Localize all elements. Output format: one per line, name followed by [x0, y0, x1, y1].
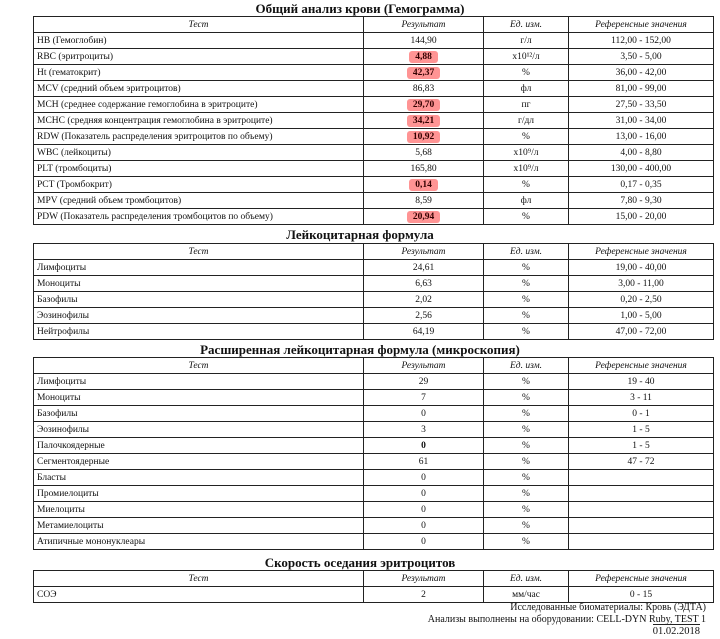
cell: [364, 308, 484, 324]
cell-test: Моноциты: [37, 278, 81, 289]
table-row: [34, 374, 714, 390]
cell-ref: 1 - 5: [632, 440, 650, 451]
cell: [569, 308, 714, 324]
cell-test: PCT (Тромбокрит): [37, 179, 112, 190]
cell-result: 86,83: [412, 83, 435, 94]
cell-test: Атипичные мононуклеары: [37, 536, 146, 547]
cell-unit: %: [522, 278, 530, 289]
cell-test: Лимфоциты: [37, 376, 87, 387]
cell: [569, 145, 714, 161]
cell: [364, 81, 484, 97]
cell: [484, 276, 569, 292]
cell-ref: 1,00 - 5,00: [620, 310, 662, 321]
cell: [484, 374, 569, 390]
cell-result: 10,92: [407, 131, 440, 143]
cell: [484, 49, 569, 65]
cell-result: 8,59: [415, 195, 432, 206]
cell-ref: 47 - 72: [627, 456, 655, 467]
leukocyte-title: Лейкоцитарная формула: [286, 227, 434, 242]
header-row: [34, 571, 714, 587]
cell: [364, 587, 484, 603]
column-header: Референсные значения: [569, 571, 714, 587]
table-row: [34, 260, 714, 276]
cell-ref: 81,00 - 99,00: [615, 83, 667, 94]
column-header: Ед. изм.: [484, 358, 569, 374]
column-header: Референсные значения: [569, 17, 714, 33]
cell: [34, 422, 364, 438]
cell-unit: %: [522, 376, 530, 387]
cell-result: 5,68: [415, 147, 432, 158]
cell: [569, 129, 714, 145]
cell: [364, 145, 484, 161]
cell-ref: 4,00 - 8,80: [620, 147, 662, 158]
cell-test: MCH (среднее содержание гемоглобина в эритроците): [37, 99, 258, 110]
cell: [34, 390, 364, 406]
cell: [364, 454, 484, 470]
cell-test: СОЭ: [37, 589, 57, 600]
cell-result: 144,90: [410, 35, 437, 46]
cell: [34, 113, 364, 129]
cell-result: 0: [421, 408, 426, 419]
table-row: [34, 161, 714, 177]
column-header: Результат: [364, 17, 484, 33]
cell: [34, 209, 364, 225]
cell: [484, 260, 569, 276]
cell: [484, 534, 569, 550]
cell: [364, 374, 484, 390]
cell-unit: %: [522, 211, 530, 222]
cell-result: 0: [421, 488, 426, 499]
header-row: [34, 17, 714, 33]
cell: [34, 177, 364, 193]
cell-ref: 3,50 - 5,00: [620, 51, 662, 62]
cell: [364, 422, 484, 438]
cell-result: 2,56: [415, 310, 432, 321]
column-header: Результат: [364, 571, 484, 587]
report-date: 01.02.2018: [652, 626, 700, 637]
cell-test: Базофилы: [37, 294, 78, 305]
cell: [569, 113, 714, 129]
cell: [484, 308, 569, 324]
cell-ref: 7,80 - 9,30: [620, 195, 662, 206]
cell-result: 24,61: [412, 262, 435, 273]
cell: [34, 518, 364, 534]
cell-ref: 0 - 15: [629, 589, 653, 600]
hemogram-title: Общий анализ крови (Гемограмма): [255, 1, 465, 16]
cell-unit: %: [522, 294, 530, 305]
column-header: Референсные значения: [569, 244, 714, 260]
column-header: Ед. изм.: [484, 244, 569, 260]
cell-result: 0: [421, 440, 426, 451]
table-row: [34, 49, 714, 65]
cell: [569, 587, 714, 603]
cell: [484, 145, 569, 161]
column-header: Результат: [364, 358, 484, 374]
cell: [569, 422, 714, 438]
cell-unit: %: [522, 392, 530, 403]
cell-ref: 112,00 - 152,00: [611, 35, 671, 46]
cell: [34, 129, 364, 145]
cell-unit: г/л: [520, 35, 532, 46]
table-row: [34, 534, 714, 550]
cell-result: 0: [421, 504, 426, 515]
cell: [364, 97, 484, 113]
column-header: Тест: [34, 244, 364, 260]
cell: [364, 209, 484, 225]
hemogram-table: [33, 16, 714, 225]
cell-unit: %: [522, 456, 530, 467]
table-row: [34, 65, 714, 81]
cell: [484, 502, 569, 518]
cell: [34, 292, 364, 308]
cell: [484, 422, 569, 438]
cell: [364, 129, 484, 145]
table-row: [34, 97, 714, 113]
column-header: Ед. изм.: [484, 571, 569, 587]
column-header: Ед. изм.: [484, 17, 569, 33]
table-row: [34, 81, 714, 97]
cell: [364, 193, 484, 209]
cell-result: 0: [421, 472, 426, 483]
cell-test: HB (Гемоглобин): [37, 35, 107, 46]
cell: [569, 518, 714, 534]
cell-result: 3: [421, 424, 426, 435]
cell-unit: х10⁹/л: [513, 163, 539, 174]
cell: [364, 486, 484, 502]
cell: [34, 587, 364, 603]
extended-title: Расширенная лейкоцитарная формула (микроскопия): [200, 342, 520, 357]
cell-result: 64,19: [412, 326, 435, 337]
cell-test: RBC (эритроциты): [37, 51, 114, 62]
cell: [34, 374, 364, 390]
cell: [364, 518, 484, 534]
table-row: [34, 324, 714, 340]
table-row: [34, 390, 714, 406]
cell-ref: 0,20 - 2,50: [620, 294, 662, 305]
table-row: [34, 470, 714, 486]
cell: [569, 292, 714, 308]
cell-test: Промиелоциты: [37, 488, 99, 499]
cell-test: Ht (гематокрит): [37, 67, 101, 78]
esr-title: Скорость оседания эритроцитов: [264, 555, 456, 570]
table-row: [34, 209, 714, 225]
cell-test: Нейтрофилы: [37, 326, 90, 337]
cell: [34, 486, 364, 502]
cell: [569, 177, 714, 193]
table-row: [34, 518, 714, 534]
cell: [484, 97, 569, 113]
cell: [484, 587, 569, 603]
cell-unit: г/дл: [517, 115, 535, 126]
cell-unit: %: [522, 520, 530, 531]
biomaterial-note: Исследованные биоматериалы: Кровь (ЭДТА): [510, 602, 706, 613]
cell-ref: 15,00 - 20,00: [615, 211, 667, 222]
cell-test: Лимфоциты: [37, 262, 87, 273]
cell-test: MCHC (средняя концентрация гемоглобина в эритроците): [37, 115, 273, 126]
cell-test: MPV (средний объем тромбоцитов): [37, 195, 182, 206]
cell-unit: %: [522, 131, 530, 142]
cell: [484, 470, 569, 486]
cell: [364, 390, 484, 406]
column-header: Тест: [34, 571, 364, 587]
header-row: [34, 358, 714, 374]
cell-unit: %: [522, 67, 530, 78]
table-row: [34, 177, 714, 193]
cell: [484, 193, 569, 209]
cell: [364, 292, 484, 308]
cell: [569, 209, 714, 225]
table-row: [34, 438, 714, 454]
cell: [569, 324, 714, 340]
cell: [484, 33, 569, 49]
cell-ref: 0 - 1: [632, 408, 650, 419]
cell: [34, 502, 364, 518]
cell-unit: %: [522, 504, 530, 515]
equipment-note: Анализы выполнены на оборудовании: CELL-DYN Ruby, TEST 1: [427, 614, 706, 625]
cell: [34, 534, 364, 550]
cell-ref: 13,00 - 16,00: [615, 131, 667, 142]
cell-result: 0,14: [409, 179, 438, 191]
column-header: Результат: [364, 244, 484, 260]
cell: [364, 276, 484, 292]
cell: [569, 97, 714, 113]
cell-result: 0: [421, 520, 426, 531]
cell: [484, 129, 569, 145]
cell-result: 34,21: [407, 115, 440, 127]
cell-unit: %: [522, 440, 530, 451]
cell: [364, 49, 484, 65]
cell-result: 6,63: [415, 278, 432, 289]
cell: [569, 49, 714, 65]
cell-result: 20,94: [407, 211, 440, 223]
cell-ref: 0,17 - 0,35: [620, 179, 662, 190]
cell: [34, 81, 364, 97]
cell: [364, 470, 484, 486]
cell-unit: %: [522, 310, 530, 321]
cell-ref: 19,00 - 40,00: [615, 262, 667, 273]
cell-test: Метамиелоциты: [37, 520, 104, 531]
cell-result: 61: [418, 456, 429, 467]
cell: [569, 470, 714, 486]
cell-test: MCV (средний объем эритроцитов): [37, 83, 181, 94]
cell: [569, 65, 714, 81]
cell-result: 7: [421, 392, 426, 403]
leukocyte-table: [33, 243, 714, 340]
table-row: [34, 129, 714, 145]
cell-result: 2: [421, 589, 426, 600]
cell: [364, 534, 484, 550]
cell-ref: 19 - 40: [627, 376, 655, 387]
cell-unit: %: [522, 472, 530, 483]
cell-result: 165,80: [410, 163, 437, 174]
column-header: Тест: [34, 17, 364, 33]
cell: [34, 406, 364, 422]
cell-unit: фл: [520, 195, 532, 206]
cell-test: PDW (Показатель распределения тромбоцитов по объему): [37, 211, 273, 222]
cell-unit: пг: [521, 99, 531, 110]
cell-test: PLT (тромбоциты): [37, 163, 112, 174]
cell: [569, 534, 714, 550]
cell-unit: %: [522, 179, 530, 190]
cell: [484, 81, 569, 97]
cell: [34, 260, 364, 276]
cell: [364, 65, 484, 81]
cell-unit: %: [522, 536, 530, 547]
cell-test: Сегментоядерные: [37, 456, 110, 467]
cell: [569, 374, 714, 390]
cell: [34, 454, 364, 470]
cell-unit: %: [522, 488, 530, 499]
cell: [34, 308, 364, 324]
cell: [569, 260, 714, 276]
table-row: [34, 113, 714, 129]
table-row: [34, 502, 714, 518]
cell: [569, 438, 714, 454]
cell-ref: 3,00 - 11,00: [618, 278, 664, 289]
table-row: [34, 422, 714, 438]
cell-ref: 36,00 - 42,00: [615, 67, 667, 78]
cell: [569, 81, 714, 97]
cell: [34, 49, 364, 65]
cell: [34, 145, 364, 161]
cell: [569, 161, 714, 177]
cell-unit: фл: [520, 83, 532, 94]
cell: [484, 390, 569, 406]
cell-ref: 130,00 - 400,00: [610, 163, 672, 174]
cell-result: 29: [418, 376, 429, 387]
cell-result: 4,88: [409, 51, 438, 63]
cell: [484, 454, 569, 470]
cell-test: Моноциты: [37, 392, 81, 403]
cell: [364, 502, 484, 518]
cell: [364, 438, 484, 454]
cell-test: Палочкоядерные: [37, 440, 105, 451]
table-row: [34, 308, 714, 324]
cell-ref: 31,00 - 34,00: [615, 115, 667, 126]
cell: [569, 390, 714, 406]
cell: [569, 33, 714, 49]
cell-test: WBC (лейкоциты): [37, 147, 111, 158]
cell: [34, 470, 364, 486]
cell: [569, 486, 714, 502]
cell: [34, 97, 364, 113]
cell-test: Миелоциты: [37, 504, 85, 515]
table-row: [34, 406, 714, 422]
cell: [34, 324, 364, 340]
cell-unit: %: [522, 408, 530, 419]
esr-table: [33, 570, 714, 603]
cell: [484, 209, 569, 225]
cell: [484, 324, 569, 340]
cell: [569, 193, 714, 209]
cell-unit: х10⁹/л: [513, 147, 539, 158]
cell: [34, 276, 364, 292]
cell: [364, 324, 484, 340]
cell: [484, 113, 569, 129]
cell: [364, 177, 484, 193]
cell-test: Бласты: [37, 472, 67, 483]
cell-test: Эозинофилы: [37, 424, 90, 435]
table-row: [34, 486, 714, 502]
cell-ref: 3 - 11: [630, 392, 652, 403]
table-row: [34, 587, 714, 603]
cell-unit: %: [522, 326, 530, 337]
table-row: [34, 454, 714, 470]
cell: [34, 65, 364, 81]
cell: [364, 161, 484, 177]
cell: [484, 518, 569, 534]
cell-ref: 1 - 5: [632, 424, 650, 435]
extended-table: [33, 357, 714, 550]
cell-result: 2,02: [415, 294, 432, 305]
cell-result: 0: [421, 536, 426, 547]
table-row: [34, 145, 714, 161]
cell: [569, 502, 714, 518]
cell: [569, 406, 714, 422]
cell-test: RDW (Показатель распределения эритроцитов по объему): [37, 131, 273, 142]
cell: [484, 406, 569, 422]
table-row: [34, 276, 714, 292]
cell-unit: мм/час: [512, 589, 540, 600]
cell: [484, 438, 569, 454]
cell: [34, 161, 364, 177]
cell-ref: 47,00 - 72,00: [615, 326, 667, 337]
cell-test: Эозинофилы: [37, 310, 90, 321]
cell: [364, 260, 484, 276]
column-header: Тест: [34, 358, 364, 374]
cell-test: Базофилы: [37, 408, 78, 419]
column-header: Референсные значения: [569, 358, 714, 374]
cell-result: 29,70: [407, 99, 440, 111]
cell: [569, 454, 714, 470]
cell: [364, 113, 484, 129]
cell: [484, 177, 569, 193]
cell: [34, 33, 364, 49]
cell: [484, 486, 569, 502]
cell: [34, 193, 364, 209]
cell: [34, 438, 364, 454]
cell: [484, 161, 569, 177]
cell: [569, 276, 714, 292]
cell: [484, 65, 569, 81]
cell: [364, 33, 484, 49]
table-row: [34, 33, 714, 49]
header-row: [34, 244, 714, 260]
table-row: [34, 193, 714, 209]
cell: [364, 406, 484, 422]
cell-unit: %: [522, 424, 530, 435]
cell-ref: 27,50 - 33,50: [615, 99, 667, 110]
cell-unit: %: [522, 262, 530, 273]
cell-unit: х10¹²/л: [512, 51, 540, 62]
cell: [484, 292, 569, 308]
cell-result: 42,37: [407, 67, 440, 79]
table-row: [34, 292, 714, 308]
